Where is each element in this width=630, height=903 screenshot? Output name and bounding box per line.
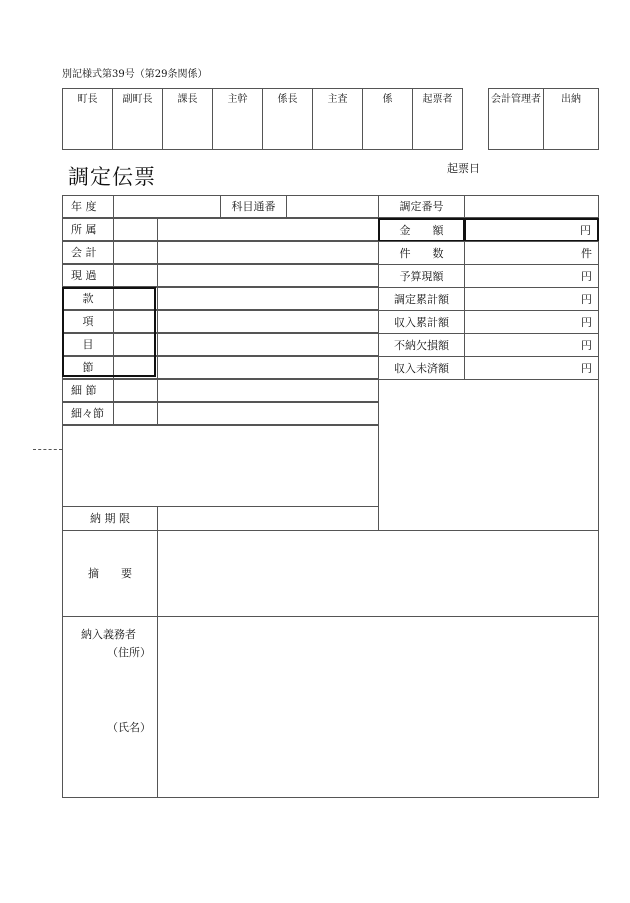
amount-label: 調定累計額 (378, 287, 465, 311)
amount-value-field[interactable] (464, 241, 599, 265)
sub-section-code-field[interactable] (113, 379, 158, 402)
moku-label: 目 (62, 333, 114, 356)
due-date-label: 納 期 限 (62, 506, 158, 531)
approval-box[interactable]: 町長 (62, 88, 113, 150)
sub-sub-section-label: 細々節 (62, 402, 114, 425)
amount-unit: 円 (580, 223, 591, 237)
kan-name-field[interactable] (157, 287, 379, 310)
summary-field[interactable] (157, 530, 599, 617)
approval-box[interactable]: 係 (362, 88, 413, 150)
kan-setsu-bracket (62, 287, 156, 377)
amount-unit: 件 (581, 246, 592, 260)
account-serial-field[interactable] (286, 195, 379, 218)
approval-box[interactable]: 起票者 (412, 88, 463, 150)
fiscal-year-field[interactable] (113, 195, 221, 218)
accounting-approval-box[interactable]: 出納 (543, 88, 599, 150)
amount-unit: 円 (581, 315, 592, 329)
amount-label: 金 額 (378, 218, 465, 242)
amount-value-field[interactable] (464, 356, 599, 380)
accounting-name-field[interactable] (157, 241, 379, 264)
payer-label-cell (62, 616, 158, 798)
accounting-approval-box[interactable]: 会計管理者 (488, 88, 544, 150)
due-date-field[interactable] (157, 506, 379, 531)
amount-label: 予算現額 (378, 264, 465, 288)
amount-label: 件 数 (378, 241, 465, 265)
account-serial-label: 科目通番 (220, 195, 287, 218)
approval-box[interactable]: 主査 (312, 88, 363, 150)
approval-box[interactable]: 副町長 (112, 88, 163, 150)
sub-section-name-field[interactable] (157, 379, 379, 402)
assessment-number-field[interactable] (464, 195, 599, 218)
accounting-code-field[interactable] (113, 241, 158, 264)
fold-mark (33, 449, 62, 450)
payer-address-label: （住所） (107, 646, 151, 659)
payer-name-label: （氏名） (107, 721, 151, 734)
approval-box[interactable]: 課長 (162, 88, 213, 150)
payer-field[interactable] (157, 616, 599, 798)
kan-label: 款 (62, 287, 114, 310)
moku-name-field[interactable] (157, 333, 379, 356)
amount-value-field[interactable] (464, 287, 599, 311)
fiscal-year-label: 年 度 (62, 195, 114, 218)
current-past-name-field[interactable] (157, 264, 379, 287)
amount-label: 不納欠損額 (378, 333, 465, 357)
amount-unit: 円 (581, 338, 592, 352)
approval-box[interactable]: 係長 (262, 88, 313, 150)
assessment-number-label: 調定番号 (378, 195, 465, 218)
summary-label: 摘 要 (62, 530, 158, 617)
page-title: 調定伝票 (68, 165, 156, 189)
amount-value-field[interactable] (464, 333, 599, 357)
amount-unit: 円 (581, 269, 592, 283)
sub-section-label: 細 節 (62, 379, 114, 402)
form-id: 別記様式第39号（第29条関係） (62, 69, 208, 80)
amount-label: 収入未済額 (378, 356, 465, 380)
approval-box[interactable]: 主幹 (212, 88, 263, 150)
amount-value-field[interactable] (464, 310, 599, 334)
payer-label: 納入義務者 (81, 628, 136, 641)
sub-sub-section-code-field[interactable] (113, 402, 158, 425)
amount-value-field[interactable] (464, 218, 599, 242)
setsu-label: 節 (62, 356, 114, 379)
amount-label: 収入累計額 (378, 310, 465, 334)
accounting-label: 会 計 (62, 241, 114, 264)
current-past-label: 現 過 (62, 264, 114, 287)
department-label: 所 属 (62, 218, 114, 241)
notes-area[interactable] (62, 425, 379, 507)
amount-unit: 円 (581, 292, 592, 306)
department-name-field[interactable] (157, 218, 379, 241)
issue-date-label: 起票日 (447, 162, 480, 175)
current-past-code-field[interactable] (113, 264, 158, 287)
amount-value-field[interactable] (464, 264, 599, 288)
setsu-name-field[interactable] (157, 356, 379, 379)
amount-remarks-area[interactable] (378, 379, 599, 531)
department-code-field[interactable] (113, 218, 158, 241)
sub-sub-section-name-field[interactable] (157, 402, 379, 425)
kou-label: 項 (62, 310, 114, 333)
kou-name-field[interactable] (157, 310, 379, 333)
amount-unit: 円 (581, 361, 592, 375)
